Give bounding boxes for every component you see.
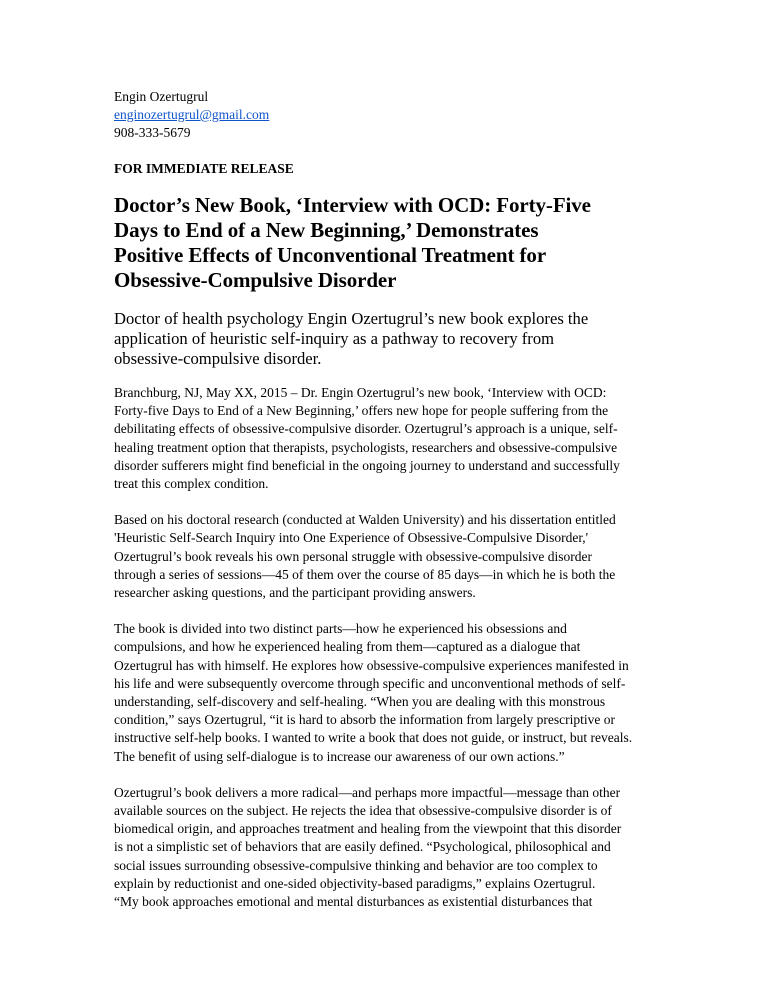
- subhead-line: application of heuristic self-inquiry as a pathway to recovery from: [114, 329, 555, 348]
- paragraph-line: “My book approaches emotional and mental disturbances as existential disturbances that: [114, 894, 593, 910]
- paragraph-line: treat this complex condition.: [114, 476, 269, 492]
- paragraph-line: Based on his doctoral research (conducted at Walden University) and his dissertation entitled: [114, 512, 616, 528]
- paragraph-line: Ozertugrul’s book delivers a more radical—and perhaps more impactful—message than other: [114, 784, 621, 800]
- paragraph-line: available sources on the subject. He rejects the idea that obsessive-compulsive disorder is of: [114, 803, 612, 819]
- body-paragraph-4: [114, 784, 656, 911]
- body-paragraph-2: [114, 511, 656, 602]
- paragraph-line: instructive self-help books. I wanted to write a book that does not guide, or instruct, but reveals.: [114, 730, 633, 746]
- subheadline: [114, 309, 656, 369]
- press-release-page: [114, 88, 656, 911]
- paragraph-line: Branchburg, NJ, May XX, 2015 – Dr. Engin Ozertugrul’s new book, ‘Interview with OCD:: [114, 385, 607, 400]
- contact-phone: 908-333-5679: [114, 125, 191, 140]
- body-paragraph-3: [114, 620, 656, 766]
- contact-block: [114, 88, 656, 142]
- paragraph-line: social issues surrounding obsessive-compulsive thinking and behavior are too complex to: [114, 857, 598, 873]
- paragraph-line: healing treatment option that therapists, psychologists, researchers and obsessive-compulsive: [114, 439, 618, 455]
- paragraph-spacer: [114, 602, 656, 620]
- paragraph-spacer: [114, 493, 656, 511]
- paragraph-line: Ozertugrul’s book reveals his own personal struggle with obsessive-compulsive disorder: [114, 548, 593, 564]
- paragraph-line: through a series of sessions—45 of them over the course of 85 days—in which he is both the: [114, 566, 616, 582]
- paragraph-line: understanding, self-discovery and self-healing. “When you are dealing with this monstrous: [114, 694, 606, 710]
- paragraph-line: The benefit of using self-dialogue is to increase our awareness of our own actions.”: [114, 748, 565, 764]
- paragraph-line: compulsions, and how he experienced healing from them—captured as a dialogue that: [114, 639, 581, 655]
- paragraph-line: The book is divided into two distinct parts—how he experienced his obsessions and: [114, 621, 567, 637]
- contact-email-link[interactable]: enginozertugrul@gmail.com: [114, 107, 270, 122]
- headline-line: Doctor’s New Book, ‘Interview with OCD: Forty-Five: [114, 193, 591, 217]
- body-paragraph-1: [114, 384, 656, 493]
- subhead-line: Doctor of health psychology Engin Ozertugrul’s new book explores the: [114, 309, 589, 328]
- headline-line: Obsessive-Compulsive Disorder: [114, 268, 397, 292]
- headline-line: Days to End of a New Beginning,’ Demonstrates: [114, 218, 539, 242]
- paragraph-line: Forty-five Days to End of a New Beginning,’ offers new hope for people suffering from the: [114, 403, 609, 419]
- paragraph-spacer: [114, 766, 656, 784]
- paragraph-line: condition,” says Ozertugrul, “it is hard to absorb the information from largely prescriptive or: [114, 712, 615, 728]
- contact-email-line: [114, 106, 656, 124]
- paragraph-line: researcher asking questions, and the participant providing answers.: [114, 585, 476, 601]
- paragraph-line: 'Heuristic Self-Search Inquiry into One Experience of Obsessive-Compulsive Disorder,': [114, 530, 589, 546]
- paragraph-line: disorder sufferers might find beneficial in the ongoing journey to understand and successfully: [114, 457, 620, 473]
- paragraph-line: Ozertugrul has with himself. He explores how obsessive-compulsive experiences manifested in: [114, 657, 629, 673]
- contact-name: Engin Ozertugrul: [114, 89, 209, 104]
- paragraph-line: biomedical origin, and approaches treatment and healing from the viewpoint that this disorder: [114, 821, 622, 837]
- headline-line: Positive Effects of Unconventional Treatment for: [114, 243, 547, 267]
- release-label: FOR IMMEDIATE RELEASE: [114, 161, 294, 176]
- headline: [114, 193, 656, 293]
- paragraph-line: explain by reductionist and one-sided objectivity-based paradigms,” explains Ozertugrul.: [114, 875, 596, 891]
- paragraph-line: debilitating effects of obsessive-compulsive disorder. Ozertugrul’s approach is a unique, self-: [114, 421, 618, 437]
- subhead-line: obsessive-compulsive disorder.: [114, 349, 322, 368]
- paragraph-line: his life and were subsequently overcome through specific and unconventional methods of self-: [114, 675, 626, 691]
- paragraph-line: is not a simplistic set of behaviors that are easily defined. “Psychological, philosophical and: [114, 839, 611, 855]
